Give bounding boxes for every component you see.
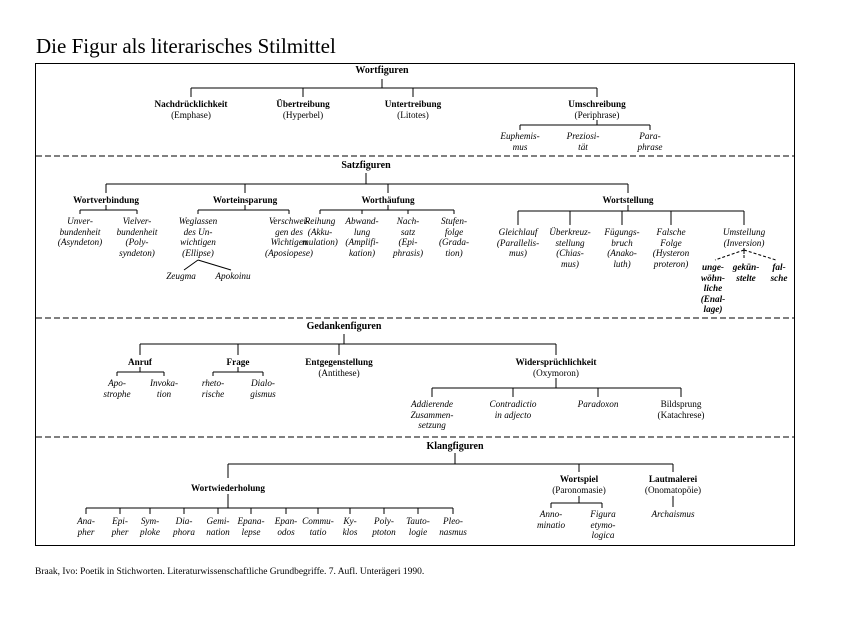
node-hyperbel: (Hyperbel) bbox=[282, 110, 324, 120]
heading-gedankenfiguren: Gedankenfiguren bbox=[306, 321, 382, 332]
leaf-polyptoton: Poly- ptoton bbox=[372, 516, 396, 537]
source-caption: Braak, Ivo: Poetik in Stichworten. Literaturwissenschaftliche Grundbegriffe. 7. Aufl. Unterägeri 1990. bbox=[35, 567, 425, 577]
leaf-parallelismus: Gleichlauf (Parallelis- mus) bbox=[496, 227, 540, 259]
leaf-zeugma: Zeugma bbox=[166, 271, 196, 281]
heading-satzfiguren: Satzfiguren bbox=[341, 160, 391, 171]
leaf-apokoinu: Apokoinu bbox=[215, 271, 251, 281]
node-worteinsparung: Worteinsparung bbox=[212, 195, 278, 205]
leaf-hysteron-proteron: Falsche Folge (Hysteron proteron) bbox=[652, 227, 690, 269]
leaf-asyndeton: Unver- bundenheit (Asyndeton) bbox=[57, 216, 103, 248]
leaf-epanalepse: Epana- lepse bbox=[237, 516, 265, 537]
leaf-enallage: unge- wöhn- liche (Enal- lage) bbox=[700, 262, 726, 315]
node-wortstellung: Wortstellung bbox=[602, 195, 654, 205]
leaf-dialogismus: Dialo- gismus bbox=[250, 378, 276, 399]
leaf-addierende-zusammensetzung: Addierende Zusammen- setzung bbox=[410, 399, 454, 431]
node-onomatopoeie: (Onomatopöie) bbox=[644, 485, 702, 495]
leaf-contradictio: Contradictio in adjecto bbox=[489, 399, 537, 420]
leaf-aposiopese: Verschwei- gen des Wichtigen (Aposiopese) bbox=[265, 216, 313, 258]
node-nachdruecklichkeit: Nachdrücklichkeit bbox=[154, 99, 228, 109]
node-widerspruechlichkeit: Widersprüchlichkeit bbox=[515, 357, 597, 367]
node-wortwiederholung: Wortwiederholung bbox=[190, 483, 266, 493]
leaf-polysyndeton: Vielver- bundenheit (Poly- syndeton) bbox=[116, 216, 158, 258]
leaf-katachrese: Bildsprung (Katachrese) bbox=[657, 399, 705, 420]
node-emphase: (Emphase) bbox=[171, 110, 211, 120]
node-anruf: Anruf bbox=[128, 357, 152, 367]
leaf-annominatio: Anno- minatio bbox=[536, 509, 566, 530]
leaf-diaphora: Dia- phora bbox=[173, 516, 195, 537]
leaf-gemination: Gemi- nation bbox=[206, 516, 230, 537]
page-title: Die Figur als literarisches Stilmittel bbox=[36, 34, 336, 58]
heading-klangfiguren: Klangfiguren bbox=[426, 441, 484, 452]
leaf-pleonasmus: Pleo- nasmus bbox=[439, 516, 467, 537]
leaf-anakoluth: Fügungs- bruch (Anako- luth) bbox=[604, 227, 640, 269]
leaf-chiasmus: Überkreuz- stellung (Chias- mus) bbox=[549, 227, 591, 269]
leaf-symploke: Sym- ploke bbox=[140, 516, 160, 537]
leaf-euphemismus: Euphemis- mus bbox=[500, 131, 540, 152]
leaf-kyklos: Ky- klos bbox=[342, 516, 358, 537]
leaf-epipher: Epi- pher bbox=[111, 516, 129, 537]
leaf-archaismus: Archaismus bbox=[651, 509, 695, 519]
node-litotes: (Litotes) bbox=[397, 110, 429, 120]
leaf-epanodos: Epan- odos bbox=[274, 516, 298, 537]
leaf-akkumulation: Reihung (Akku- mulation) bbox=[302, 216, 338, 248]
leaf-figura-etymologica: Figura etymo- logica bbox=[590, 509, 616, 541]
leaf-gekuenstelte: gekün- stelte bbox=[732, 262, 760, 283]
node-umschreibung: Umschreibung bbox=[568, 99, 626, 109]
node-worthaeufung: Worthäufung bbox=[361, 195, 415, 205]
node-untertreibung: Untertreibung bbox=[384, 99, 442, 109]
leaf-tautologie: Tauto- logie bbox=[406, 516, 430, 537]
node-wortspiel: Wortspiel bbox=[559, 474, 599, 484]
node-uebertreibung: Übertreibung bbox=[276, 99, 330, 109]
leaf-paraphrase: Para- phrase bbox=[637, 131, 663, 152]
node-periphrase: (Periphrase) bbox=[574, 110, 620, 120]
leaf-anapher: Ana- pher bbox=[77, 516, 95, 537]
leaf-inversion: Umstellung (Inversion) bbox=[722, 227, 766, 248]
leaf-paradoxon: Paradoxon bbox=[577, 399, 619, 409]
leaf-epiphrasis: Nach- satz (Epi- phrasis) bbox=[392, 216, 424, 258]
node-oxymoron: (Oxymoron) bbox=[533, 368, 579, 378]
leaf-falsche: fal- sche bbox=[770, 262, 788, 283]
heading-wortfiguren: Wortfiguren bbox=[355, 65, 409, 76]
leaf-ellipse: Weglassen des Un- wichtigen (Ellipse) bbox=[178, 216, 218, 258]
leaf-amplifikation: Abwand- lung (Amplifi- kation) bbox=[345, 216, 379, 258]
node-wortverbindung: Wortverbindung bbox=[73, 195, 139, 205]
leaf-preziositaet: Preziosi- tät bbox=[566, 131, 600, 152]
node-frage: Frage bbox=[226, 357, 250, 367]
node-entgegenstellung: Entgegenstellung bbox=[305, 357, 373, 367]
leaf-apostrophe: Apo- strophe bbox=[103, 378, 131, 399]
node-lautmalerei: Lautmalerei bbox=[648, 474, 698, 484]
leaf-gradation: Stufen- folge (Grada- tion) bbox=[438, 216, 470, 258]
leaf-invokation: Invoka- tion bbox=[149, 378, 179, 399]
node-paronomasie: (Paronomasie) bbox=[552, 485, 606, 495]
node-antithese: (Antithese) bbox=[318, 368, 360, 378]
leaf-commutatio: Commu- tatio bbox=[302, 516, 334, 537]
leaf-rhetorische: rheto- rische bbox=[201, 378, 225, 399]
